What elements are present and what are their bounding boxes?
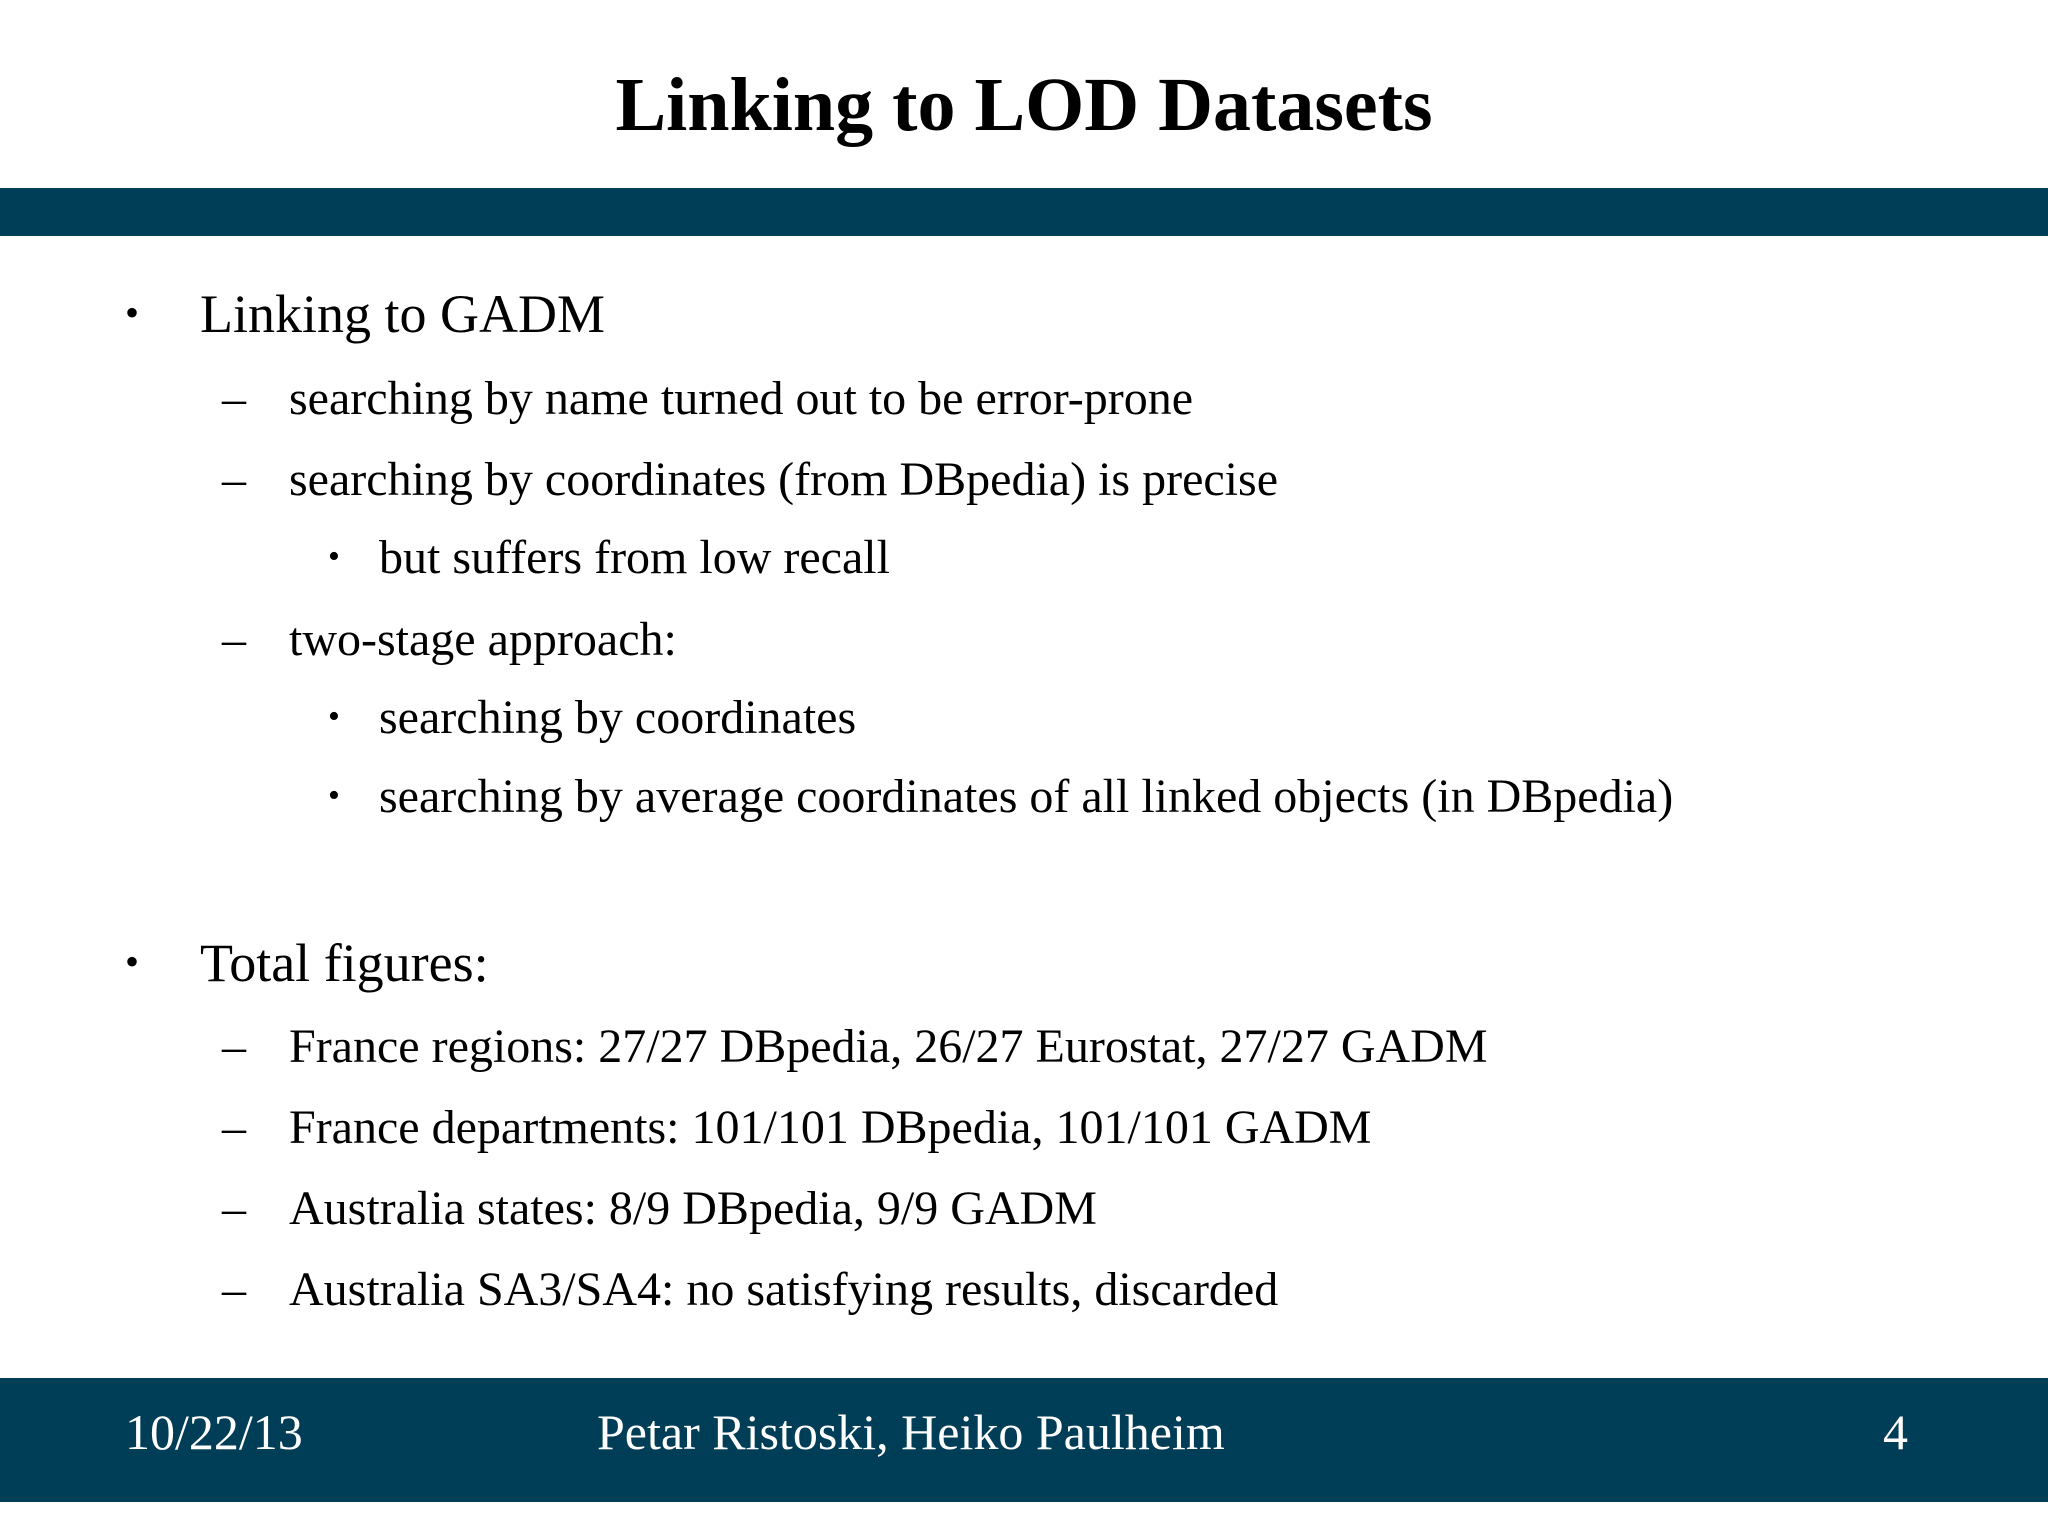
subbullet-search-by-coordinates: [222, 452, 1278, 507]
dash-marker: –: [222, 372, 246, 425]
subsubbullet-text: searching by coordinates: [379, 691, 857, 744]
bullet-marker: •: [328, 697, 340, 735]
footer-date: 10/22/13: [125, 1404, 303, 1460]
dash-marker: –: [222, 1101, 246, 1154]
bullet-total-figures: [125, 932, 489, 994]
bullet-text: Total figures:: [200, 933, 489, 993]
subbullet-text: two-stage approach:: [289, 613, 677, 666]
dash-marker: –: [222, 613, 246, 666]
subsubbullet-text: searching by average coordinates of all linked objects (in DBpedia): [379, 770, 1674, 823]
slide-footer: [0, 1378, 2048, 1502]
subsubbullet-average-coordinates: [328, 769, 1673, 824]
bullet-text: Linking to GADM: [200, 284, 605, 344]
subsubbullet-search-coordinates: [328, 690, 856, 745]
bullet-marker: •: [328, 537, 340, 575]
slide-title: Linking to LOD Datasets: [615, 63, 1433, 147]
bullet-marker: •: [125, 290, 140, 335]
subsubbullet-low-recall: [328, 530, 890, 585]
subbullet-australia-sa3-sa4: [222, 1262, 1278, 1317]
subbullet-text: Australia states: 8/9 DBpedia, 9/9 GADM: [289, 1182, 1097, 1235]
subbullet-france-departments: [222, 1100, 1371, 1155]
subbullet-search-by-name: [222, 371, 1193, 426]
dash-marker: –: [222, 1263, 246, 1316]
bullet-marker: •: [328, 776, 340, 814]
subbullet-text: France regions: 27/27 DBpedia, 26/27 Eurostat, 27/27 GADM: [289, 1020, 1488, 1073]
dash-marker: –: [222, 453, 246, 506]
footer-authors: Petar Ristoski, Heiko Paulheim: [597, 1404, 1225, 1460]
footer-page-number: 4: [1883, 1404, 1908, 1460]
subbullet-text: searching by name turned out to be error-prone: [289, 372, 1194, 425]
subbullet-australia-states: [222, 1181, 1097, 1236]
bullet-linking-to-gadm: [125, 283, 605, 345]
subbullet-text: Australia SA3/SA4: no satisfying results, discarded: [289, 1263, 1279, 1316]
subbullet-two-stage-approach: [222, 612, 677, 667]
subbullet-text: France departments: 101/101 DBpedia, 101/101 GADM: [289, 1101, 1372, 1154]
dash-marker: –: [222, 1182, 246, 1235]
subsubbullet-text: but suffers from low recall: [379, 531, 890, 584]
dash-marker: –: [222, 1020, 246, 1073]
bullet-marker: •: [125, 939, 140, 984]
subbullet-france-regions: [222, 1019, 1488, 1074]
subbullet-text: searching by coordinates (from DBpedia) is precise: [289, 453, 1278, 506]
